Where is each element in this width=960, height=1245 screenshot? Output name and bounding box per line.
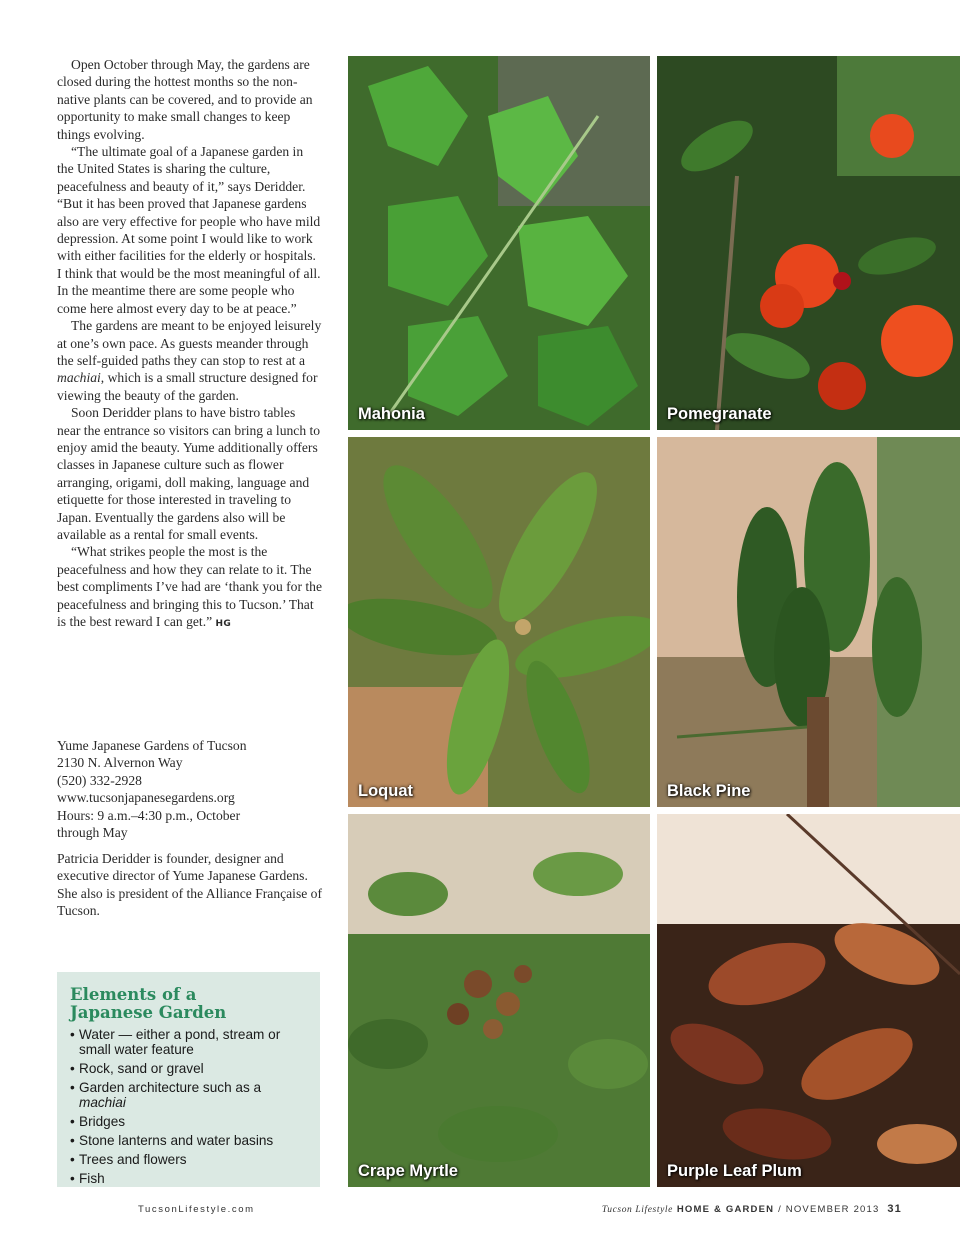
elements-sidebar (57, 972, 320, 1187)
article-paragraph: “The ultimate goal of a Japanese garden in the United States is sharing the culture, peacefulness and beauty of it,” says Deridder. “But it has been proved that Japanese gardens also are very effective for people who have mild depression. At some point I would like to work with either facilities for the elderly or hospitals. I think that would be the most meaningful of all. In the meantime there are some people who come here almost every day to be at peace.” (57, 144, 321, 316)
footer-folio (602, 1203, 902, 1215)
garden-website-link[interactable]: www.tucsonjapanesegardens.org (57, 790, 235, 806)
author-bio: Patricia Deridder is founder, designer and executive director of Yume Japanese Gardens. She also is president of the Alliance Française of Tucson. (57, 851, 323, 919)
photo-caption: Mahonia (358, 405, 425, 423)
photo-caption: Pomegranate (667, 405, 772, 423)
garden-hours: Hours: 9 a.m.–4:30 p.m., October (57, 807, 241, 823)
sidebar-list (70, 1027, 308, 1186)
photo-caption: Loquat (358, 782, 413, 800)
garden-phone: (520) 332-2928 (57, 772, 142, 788)
section-name: HOME & GARDEN (676, 1204, 775, 1215)
article-paragraph (57, 317, 322, 404)
loquat-image (348, 437, 650, 807)
page-number: 31 (887, 1203, 902, 1215)
footer-website-link[interactable]: TucsonLifestyle.com (138, 1204, 255, 1215)
pomegranate-image (657, 56, 960, 430)
photo-caption: Crape Myrtle (358, 1162, 458, 1180)
article-paragraph (57, 543, 322, 633)
crape-myrtle-image (348, 814, 650, 1187)
purple-leaf-plum-image (657, 814, 960, 1187)
black-pine-image (657, 437, 960, 807)
article-paragraph: Open October through May, the gardens are closed during the hottest months so the non-native plants can be covered, and to provide an opportunity to make small changes to keep things evolving. (57, 57, 313, 142)
photo-loquat (348, 437, 650, 807)
sidebar-title-line: Elements of a (70, 985, 197, 1004)
photo-black-pine (657, 437, 960, 807)
magazine-name: Tucson Lifestyle (601, 1205, 673, 1215)
photo-caption: Purple Leaf Plum (667, 1162, 802, 1180)
list-item: • Rock, sand or gravel (70, 1061, 308, 1076)
folio-separator: / (774, 1204, 786, 1215)
photo-purple-leaf-plum (657, 814, 960, 1187)
garden-address: 2130 N. Alvernon Way (57, 755, 183, 771)
list-item: • Trees and flowers (70, 1152, 308, 1167)
photo-caption: Black Pine (667, 782, 751, 800)
photo-pomegranate (657, 56, 960, 430)
list-item-text: Garden architecture such as a (79, 1080, 262, 1095)
issue-date: NOVEMBER 2013 (785, 1204, 880, 1215)
article-text: The gardens are meant to be enjoyed leisurely at one’s own pace. As guests meander through the self-guided paths they can stop to rest at a (57, 318, 322, 368)
article-text: “What strikes people the most is the peacefulness and how they can relate to it. The best compliments I’ve had are ‘thank you for the peacefulness and bringing this to Tucson.’ That is the best reward I can get.” (57, 544, 322, 629)
article-body (57, 56, 322, 633)
garden-info (57, 737, 322, 841)
garden-name: Yume Japanese Gardens of Tucson (57, 738, 247, 753)
photo-mahonia (348, 56, 650, 430)
term-machiai: machiai (57, 370, 101, 386)
list-item: • Stone lanterns and water basins (70, 1133, 308, 1148)
photo-crape-myrtle (348, 814, 650, 1187)
sidebar-title (70, 986, 308, 1021)
sidebar-title-line: Japanese Garden (70, 1002, 227, 1022)
list-item: • Fish (70, 1171, 308, 1186)
article-paragraph: Soon Deridder plans to have bistro tables near the entrance so visitors can bring a lunch to enjoy amid the beauty. Yume additionally offers classes in Japanese culture such as flower arranging, origami, doll making, language and etiquette for those interested in traveling to Japan. Eventually the gardens also will be available as a rental for small events. (57, 405, 321, 542)
list-item (70, 1080, 308, 1110)
list-item: • Bridges (70, 1114, 308, 1129)
term-machiai: machiai (79, 1095, 126, 1110)
garden-hours: through May (57, 825, 128, 841)
signoff-mark: HG (215, 619, 232, 629)
article-text: , which is a small structure designed for viewing the beauty of the garden. (57, 370, 318, 403)
list-item: • Water — either a pond, stream or small water feature (70, 1027, 308, 1057)
mahonia-image (348, 56, 650, 430)
